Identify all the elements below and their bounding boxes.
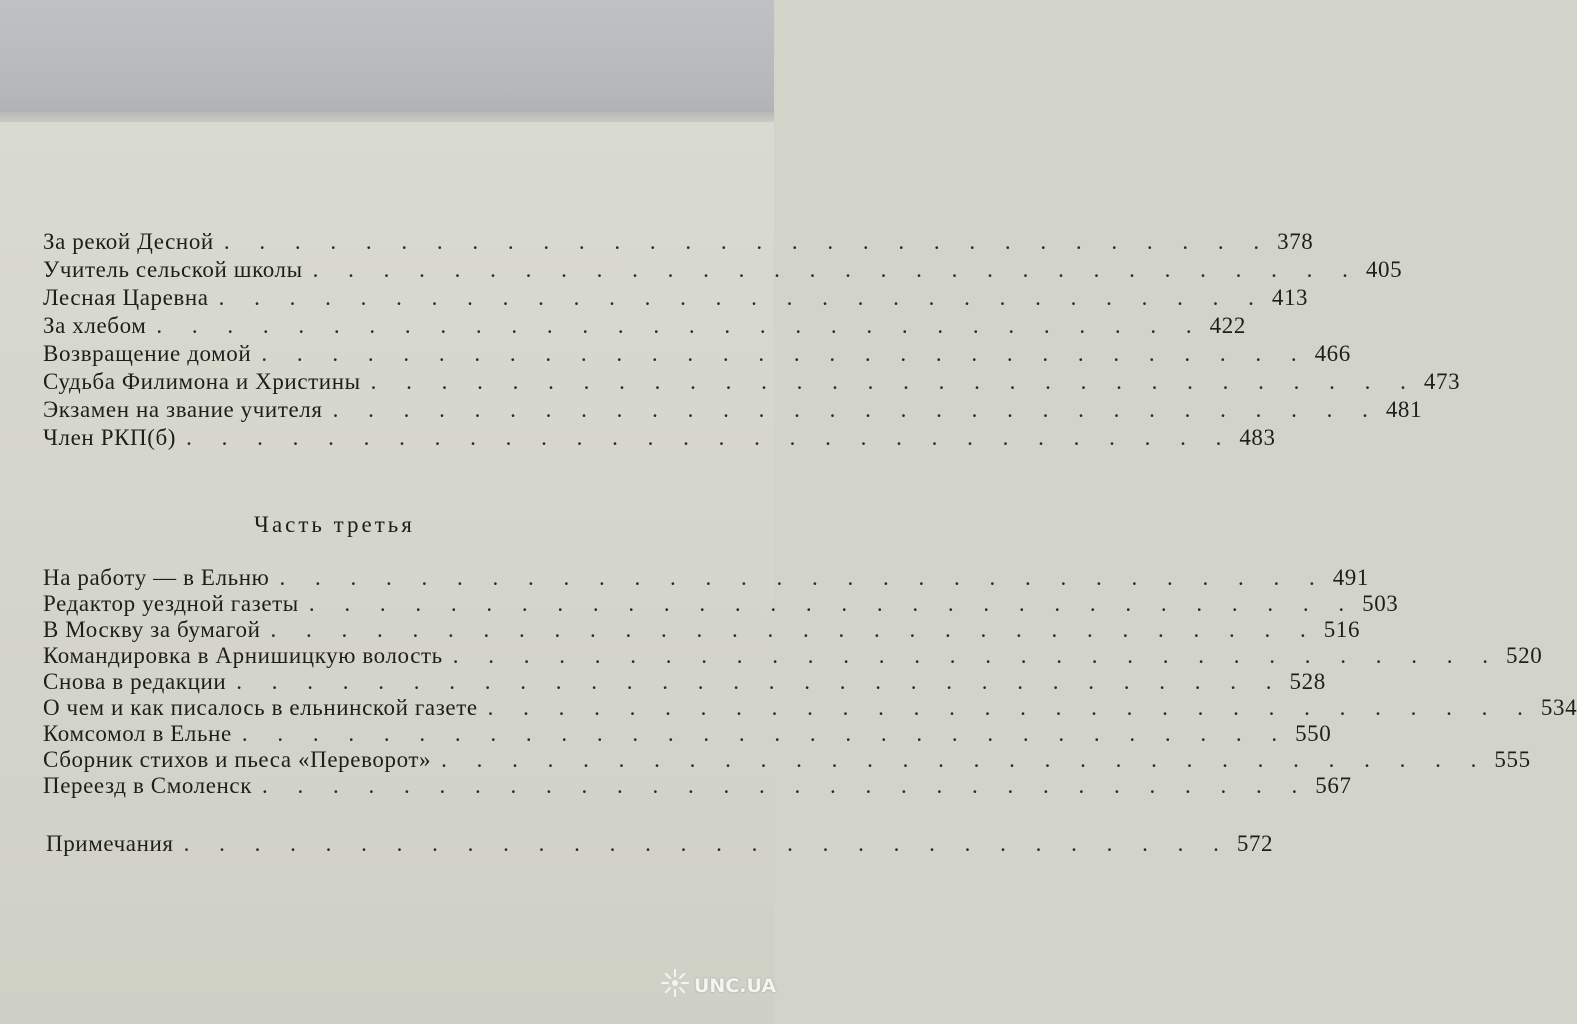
- dot-leader: . . . . . . . . . . . . . . . . . . . . . . . . . . . . . .: [156, 313, 1204, 338]
- dot-leader: . . . . . . . . . . . . . . . . . . . . . . . . . . . . . .: [261, 341, 1309, 366]
- toc-entry-page: 516: [1323, 617, 1361, 642]
- toc-entry-page: 550: [1295, 721, 1332, 746]
- toc-entry: [43, 312, 1246, 339]
- toc-entry-page: 555: [1494, 747, 1531, 772]
- toc-entry-title: Возвращение домой: [43, 341, 252, 366]
- toc-entry: [43, 564, 1370, 591]
- toc-entry: [43, 642, 1543, 669]
- toc-entry: [43, 746, 1531, 773]
- toc-entry-page: 466: [1314, 341, 1351, 366]
- toc-entry-title: Примечания: [46, 831, 174, 856]
- toc-entry: [43, 424, 1276, 451]
- toc-entry: [43, 228, 1314, 255]
- toc-entry-page: 378: [1277, 229, 1314, 254]
- toc-entry-page: 520: [1506, 643, 1543, 668]
- dot-leader: . . . . . . . . . . . . . . . . . . . . . . . . . . . . . .: [218, 285, 1266, 310]
- toc-entry-page: 481: [1385, 397, 1423, 422]
- toc-entry-page: 503: [1362, 591, 1399, 616]
- dot-leader: . . . . . . . . . . . . . . . . . . . . . . . . . . . . . .: [262, 773, 1310, 798]
- toc-entry-title: Экзамен на звание учителя: [43, 397, 323, 422]
- toc-entry-title: Судьба Филимона и Христины: [43, 369, 361, 394]
- toc-entry-title: Лесная Царевна: [43, 285, 209, 310]
- toc-entry-page: 405: [1365, 257, 1403, 282]
- watermark: [660, 968, 776, 1003]
- toc-entry-page: 534: [1540, 695, 1577, 720]
- toc-entry: [43, 256, 1403, 283]
- toc-entry-title: Переезд в Смоленск: [43, 773, 253, 798]
- dot-leader: . . . . . . . . . . . . . . . . . . . . . . . . . . . . . .: [241, 721, 1290, 746]
- dot-leader: . . . . . . . . . . . . . . . . . . . . . . . . . . . . . .: [441, 747, 1489, 772]
- dot-leader: . . . . . . . . . . . . . . . . . . . . . . . . . . . . . .: [487, 695, 1535, 720]
- toc-entry-title: За хлебом: [43, 313, 147, 338]
- toc-entry: [43, 772, 1352, 799]
- toc-entry: [43, 284, 1309, 311]
- dot-leader: . . . . . . . . . . . . . . . . . . . . . . . . . . . . . .: [279, 565, 1327, 590]
- dot-leader: . . . . . . . . . . . . . . . . . . . . . . . . . . . . . .: [186, 425, 1234, 450]
- dot-leader: . . . . . . . . . . . . . . . . . . . . . . . . . . . . . .: [270, 617, 1318, 642]
- toc-entry-title: В Москву за бумагой: [43, 617, 261, 642]
- toc-entry-page: 473: [1423, 369, 1461, 394]
- toc-entry: [43, 720, 1332, 747]
- toc-entry-title: Член РКП(б): [43, 425, 177, 450]
- toc-entry-title: Учитель сельской школы: [43, 257, 303, 282]
- toc-entry: [43, 694, 1577, 721]
- dot-leader: . . . . . . . . . . . . . . . . . . . . . . . . . . . . . .: [308, 591, 1357, 616]
- toc-entry: [43, 396, 1423, 423]
- toc-entry-title: Снова в редакции: [43, 669, 227, 694]
- toc-entry-title: Комсомол в Ельне: [43, 721, 232, 746]
- toc-entry-title: Редактор уездной газеты: [43, 591, 299, 616]
- section-heading: Часть третья: [254, 512, 415, 537]
- toc-entry-page: 528: [1289, 669, 1326, 694]
- background-surface: [0, 0, 774, 122]
- toc-entry: [43, 590, 1399, 617]
- toc-entry-title: Сборник стихов и пьеса «Переворот»: [43, 747, 432, 772]
- dot-leader: . . . . . . . . . . . . . . . . . . . . . . . . . . . . . .: [452, 643, 1501, 668]
- dot-leader: . . . . . . . . . . . . . . . . . . . . . . . . . . . . . .: [370, 369, 1418, 394]
- toc-notes-entry: [46, 830, 1274, 857]
- toc-entry-page: 567: [1315, 773, 1352, 798]
- toc-entry-title: Командировка в Арнишицкую волость: [43, 643, 443, 668]
- toc-entry-page: 483: [1239, 425, 1276, 450]
- dot-leader: . . . . . . . . . . . . . . . . . . . . . . . . . . . . . .: [312, 257, 1360, 282]
- toc-entry: [43, 616, 1361, 643]
- dot-leader: . . . . . . . . . . . . . . . . . . . . . . . . . . . . . .: [236, 669, 1284, 694]
- toc-entry: [43, 368, 1461, 395]
- toc-entry: [43, 668, 1326, 695]
- watermark-text: UNC.UA: [694, 974, 777, 997]
- sunburst-icon: [660, 968, 690, 1003]
- dot-leader: . . . . . . . . . . . . . . . . . . . . . . . . . . . . . .: [223, 229, 1272, 254]
- toc-entry-title: О чем и как писалось в ельнинской газете: [43, 695, 478, 720]
- toc-entry-page: 413: [1271, 285, 1309, 310]
- toc-entry-page: 491: [1332, 565, 1370, 590]
- dot-leader: . . . . . . . . . . . . . . . . . . . . . . . . . . . . . .: [183, 831, 1231, 856]
- book-page: [0, 122, 1577, 1024]
- dot-leader: . . . . . . . . . . . . . . . . . . . . . . . . . . . . . .: [332, 397, 1380, 422]
- toc-entry-page: 572: [1236, 831, 1274, 856]
- toc-entry-page: 422: [1209, 313, 1246, 338]
- toc-entry-title: За рекой Десной: [43, 229, 214, 254]
- toc-entry: [43, 340, 1351, 367]
- toc-entry-title: На работу — в Ельню: [43, 565, 270, 590]
